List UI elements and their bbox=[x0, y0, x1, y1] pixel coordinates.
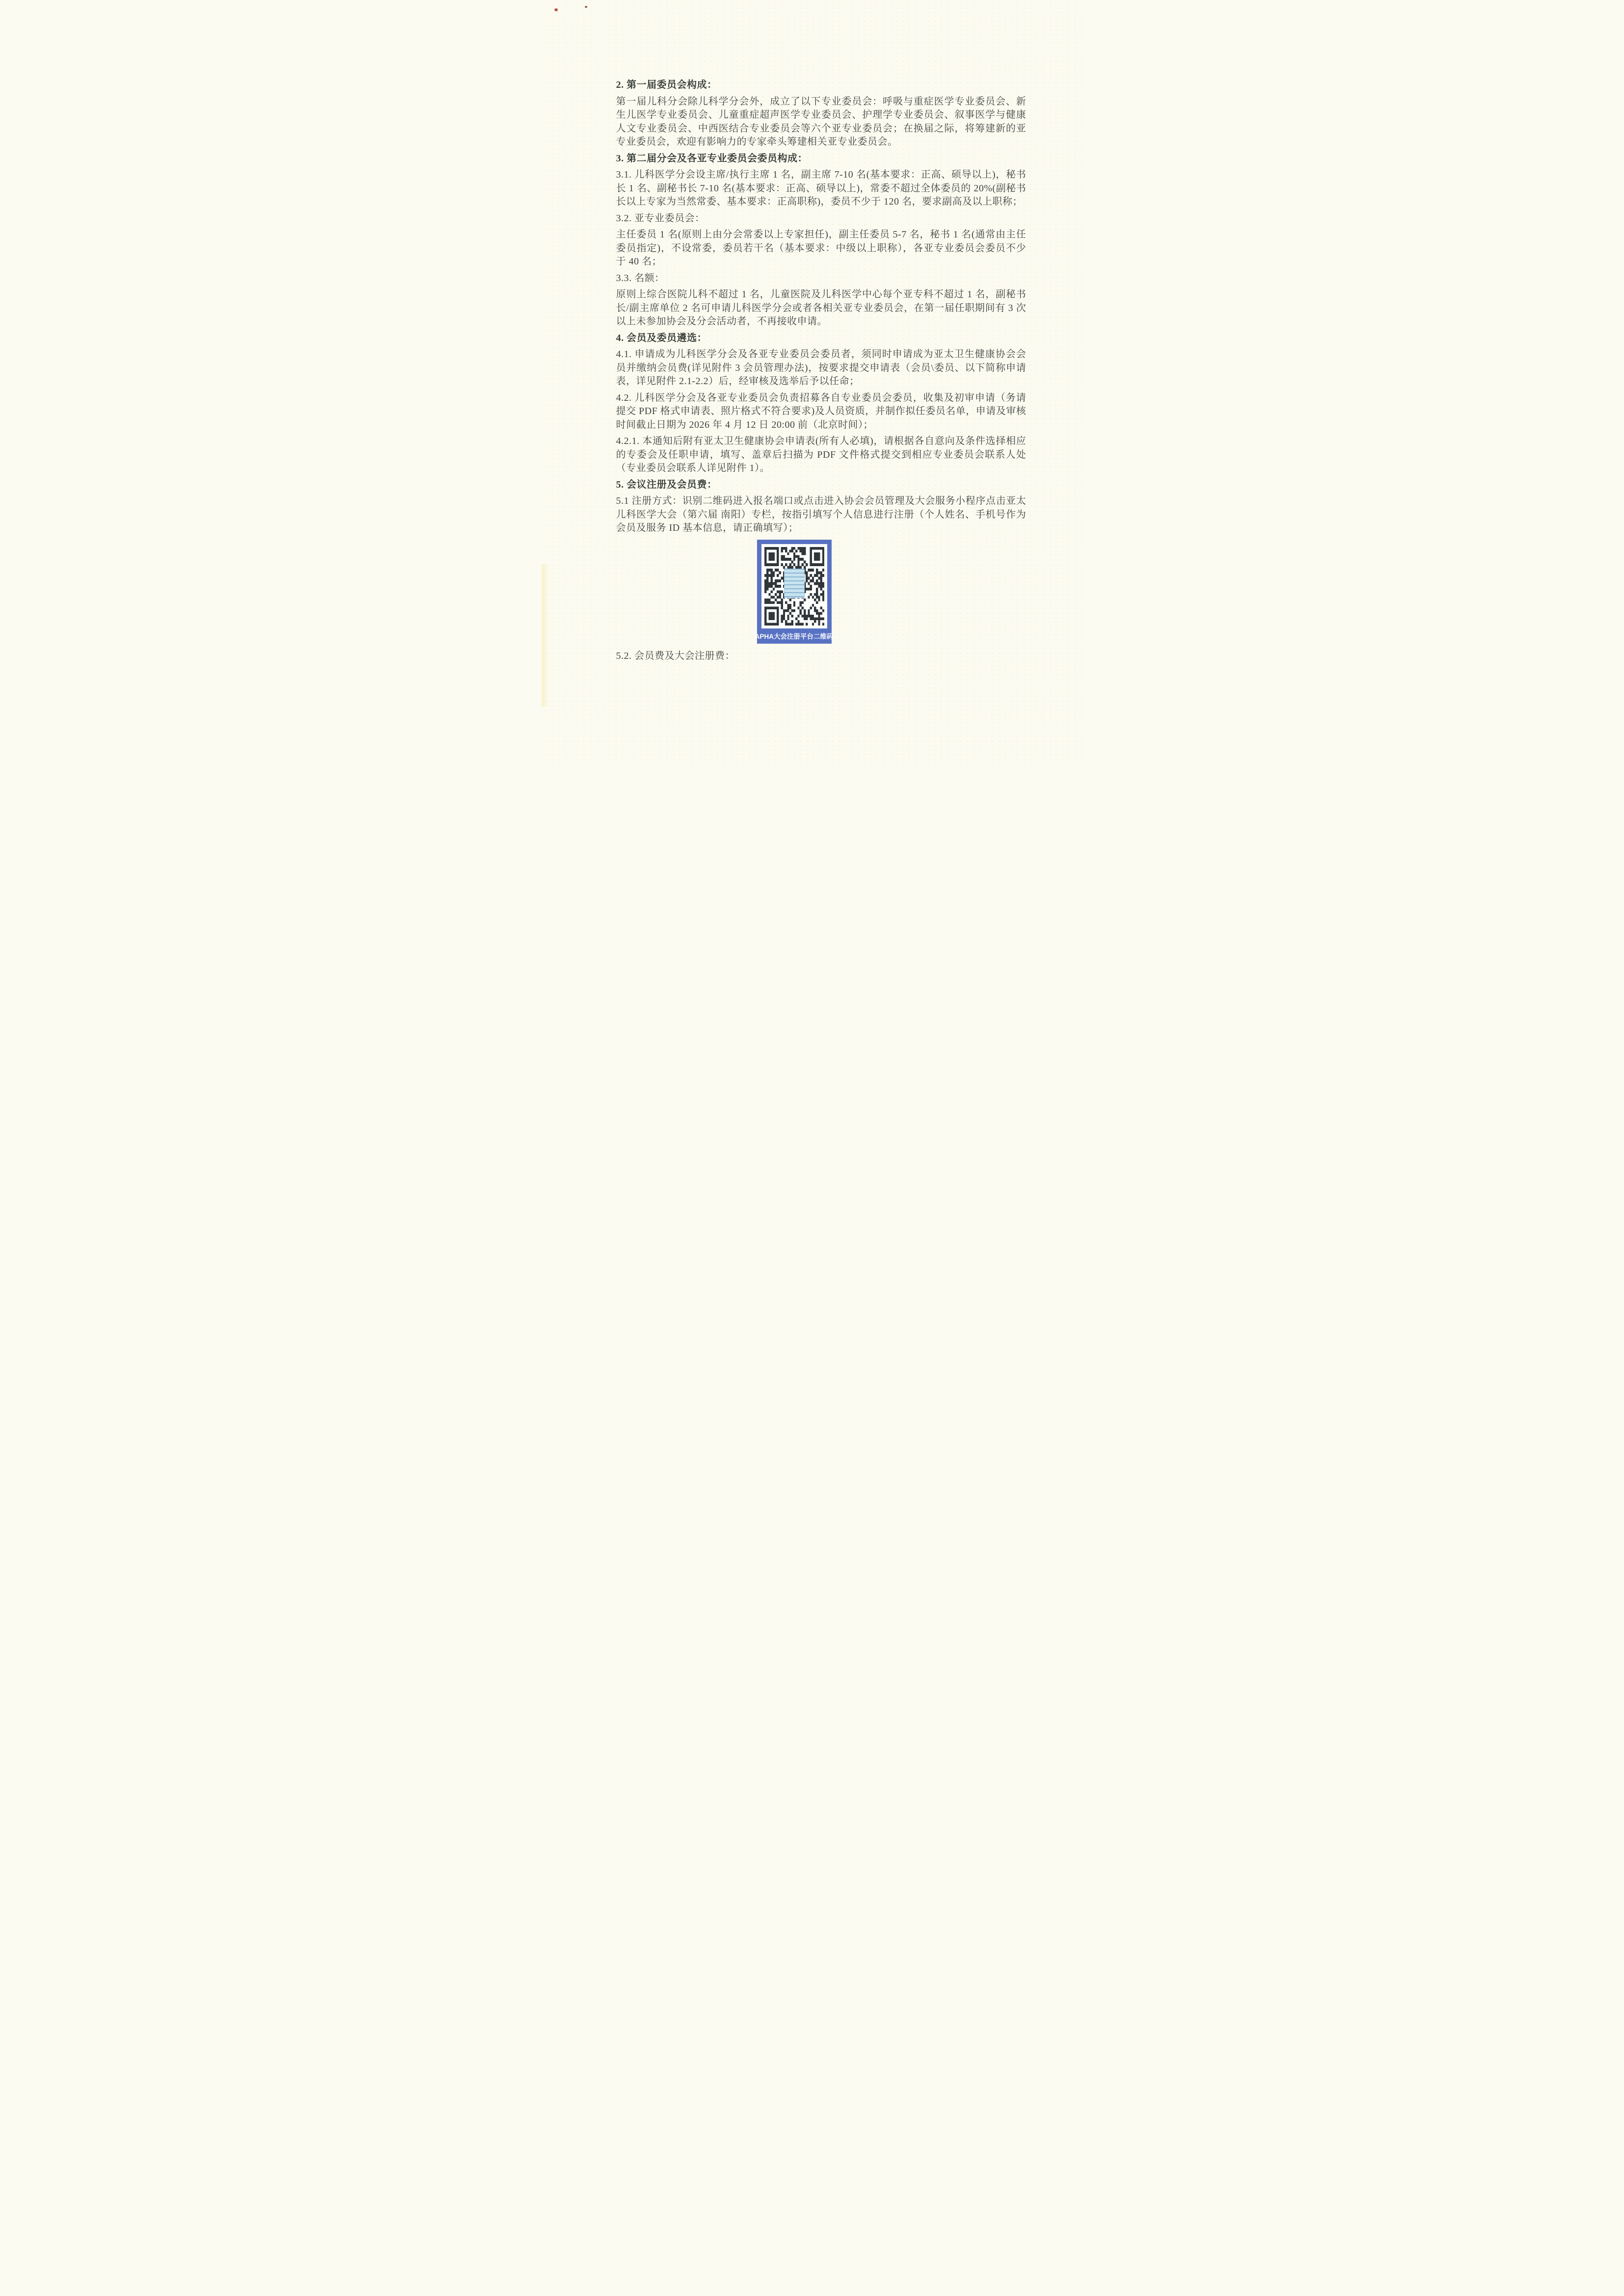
scanned-document-page bbox=[542, 0, 1083, 765]
scan-artifact-speck bbox=[554, 8, 558, 11]
section-3-heading: 3. 第二届分会及各亚专业委员会委员构成： bbox=[616, 153, 808, 164]
clause-3-2-heading: 3.2. 亚专业委员会： bbox=[616, 212, 705, 224]
clause-3-1: 3.1. 儿科医学分会设主席/执行主席 1 名，副主席 7-10 名(基本要求：正高、硕导以上)，秘书长 1 名、副秘书长 7-10 名(基本要求：正高、硕导以上)，常委不超过全体委员的 20%(副秘书长以上专家为当然常委、基本要求：正高职称)，委员不少于 120 名，要求副高及以上职称； bbox=[616, 169, 1026, 207]
section-2-body: 第一届儿科分会除儿科学分会外，成立了以下专业委员会：呼吸与重症医学专业委员会、新生儿医学专业委员会、儿童重症超声医学专业委员会、护理学专业委员会、叙事医学与健康人文专业委员会、中西医结合专业委员会等六个亚专业委员会；在换届之际，将筹建新的亚专业委员会，欢迎有影响力的专家牵头筹建相关亚专业委员会。 bbox=[616, 96, 1026, 147]
qr-code-frame bbox=[761, 544, 827, 628]
clause-3-3-heading: 3.3. 名额： bbox=[616, 272, 665, 284]
qr-center-logo bbox=[784, 569, 805, 598]
document-body bbox=[616, 78, 1026, 666]
clause-3-2-body: 主任委员 1 名(原则上由分会常委以上专家担任)，副主任委员 5-7 名，秘书 1 名(通常由主任委员指定)，不设常委，委员若干名（基本要求：中级以上职称），各亚专业委员会委员不少于 40 名； bbox=[616, 229, 1026, 267]
clause-3-3-body: 原则上综合医院儿科不超过 1 名，儿童医院及儿科医学中心每个亚专科不超过 1 名，副秘书长/副主席单位 2 名可申请儿科医学分会或者各相关亚专业委员会，在第一届任职期间有 3 次以上未参加协会及分会活动者，不再接收申请。 bbox=[616, 289, 1026, 327]
section-5-heading: 5. 会议注册及会员费： bbox=[616, 479, 717, 490]
scan-artifact-speck bbox=[585, 6, 587, 8]
qr-code-block bbox=[757, 540, 832, 644]
clause-4-1: 4.1. 申请成为儿科医学分会及各亚专业委员会委员者，须同时申请成为亚太卫生健康协会会员并缴纳会员费(详见附件 3 会员管理办法)，按要求提交申请表（会员\委员、以下简称申请表，详见附件 2.1-2.2）后，经审核及选举后予以任命； bbox=[616, 349, 1026, 387]
section-4-heading: 4. 会员及委员遴选： bbox=[616, 332, 707, 343]
qr-caption: APHA大会注册平台二维码 bbox=[755, 633, 834, 640]
section-2-heading: 2. 第一届委员会构成： bbox=[616, 79, 717, 90]
clause-5-1: 5.1 注册方式：识别二维码进入报名端口或点击进入协会会员管理及大会服务小程序点击亚太儿科医学大会（第六届 南阳）专栏，按指引填写个人信息进行注册（个人姓名、手机号作为会员及服务 ID 基本信息，请正确填写）； bbox=[616, 496, 1026, 533]
clause-4-2-1: 4.2.1. 本通知后附有亚太卫生健康协会申请表(所有人必填)，请根据各自意向及条件选择相应的专委会及任职申请，填写、盖章后扫描为 PDF 文件格式提交到相应专业委员会联系人处（专业委员会联系人详见附件 1）。 bbox=[616, 436, 1026, 473]
scan-artifact-smudge bbox=[542, 564, 550, 706]
clause-4-2: 4.2. 儿科医学分会及各亚专业委员会负责招募各自专业委员会委员，收集及初审申请（务请提交 PDF 格式申请表、照片格式不符合要求)及人员资质，并制作拟任委员名单，申请及审核时间截止日期为 2026 年 4 月 12 日 20:00 前（北京时间）； bbox=[616, 392, 1026, 430]
clause-5-2: 5.2. 会员费及大会注册费： bbox=[616, 650, 735, 661]
